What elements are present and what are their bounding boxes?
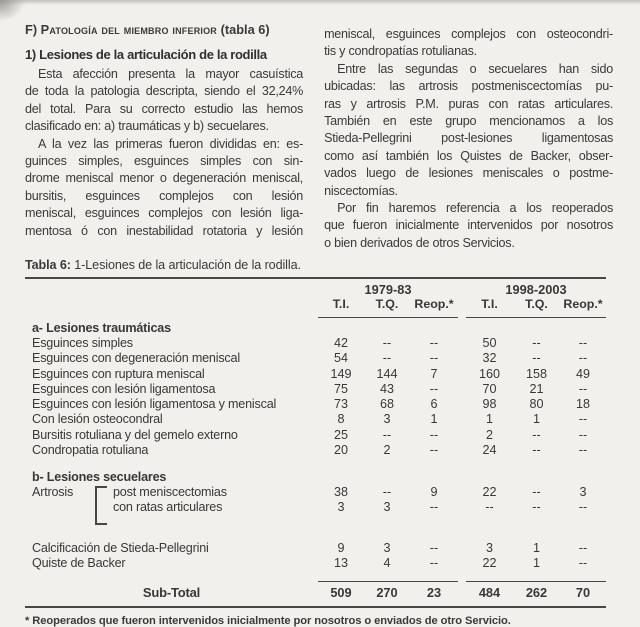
cell-line: 38 [333,484,348,499]
row-label: Esguinces con lesión ligamentosa y meniscal [32,397,277,412]
cell-value: 24 [482,442,497,457]
cell-value [560,485,606,525]
paragraph [324,200,613,252]
header-underline-group2 [466,312,606,318]
table-header-groups [25,279,606,297]
cell-value: 68 [379,397,394,412]
row-label: Quiste de Backer [32,556,126,571]
paragraph [324,61,613,200]
subtotal-row [25,582,606,605]
subtotal-value: 509 [330,585,352,601]
paragraph [25,136,303,240]
cell-value: 1 [485,412,493,427]
cell-value: -- [578,336,588,351]
section-title: b- Lesiones secuelares [32,469,167,484]
text-columns [25,14,613,252]
paragraph [25,66,303,136]
cell-value: 73 [333,397,348,412]
table-row [25,397,606,412]
bracket-shape [95,486,107,525]
left-text-column [25,14,303,252]
cell-value: -- [429,556,439,571]
text-line: meniscal, esguinces complejos con osteocondri- [324,27,613,41]
text-line: como así también los Quistes de Backer, obser- [324,148,613,163]
row-label: Condropatia rotuliana [32,442,149,457]
cell-value: 2 [383,442,391,457]
table-header-columns [25,297,606,312]
col-header-ti-2: T.I. [481,297,498,312]
text-line: niscectomías. [324,183,398,198]
cell-line: -- [382,484,392,499]
text-line: También en este grupo mencionamos a los [324,114,613,129]
row-label: Esguinces con ruptura meniscal [32,366,205,381]
text-line: Stieda-Pellegrini post-lesiones ligamentosas [324,131,613,146]
col-header-tq-1: T.Q. [375,297,399,312]
subtotal-value: 70 [575,585,591,601]
text-line: tis y condropatías rotulianas. [324,44,477,59]
cell-value: -- [429,540,439,555]
cell-value: 3 [485,540,493,555]
cell-value: -- [532,427,541,442]
cell-value: 9 [337,540,345,555]
column-gap [458,367,466,382]
cell-value: -- [532,351,541,366]
table-row [25,541,606,556]
column-gap [458,397,466,412]
cell-value: -- [429,336,439,351]
text-line: o bien derivados de otros Servicios. [324,235,515,250]
table-row [25,351,606,366]
cell-value: -- [429,351,439,366]
cell-value [364,485,410,525]
column-gap [458,351,466,366]
cell-value: -- [429,381,439,396]
column-gap [458,428,466,443]
table-bottom-rule [25,606,606,608]
cell-line: 3 [579,484,587,499]
table-section-row [25,469,606,485]
table-caption [25,258,606,272]
cell-value: 32 [482,351,497,366]
cell-value: -- [532,336,541,351]
paragraph [324,26,613,61]
text-line: de toda la patologia descripta, siendo el 32,24% [25,84,304,99]
row-label: Esguinces simples [32,336,133,351]
section-f-prefix: F) [25,22,41,37]
column-gap [458,297,466,312]
cell-line: -- [578,500,588,515]
column-gap [458,485,466,525]
column-gap [458,443,466,458]
subtotal-rules [25,576,606,582]
cell-value: -- [429,442,439,457]
table-row [25,443,606,458]
cell-value: 144 [376,366,398,381]
row-label: Con lesión osteocondral [32,412,163,427]
cell-value: -- [578,540,588,555]
text-line: del total. Para su correcto estudio las hemos [25,101,304,116]
cell-value: 75 [333,381,348,396]
table-caption-text: 1-Lesiones de la articulación de la rodilla. [70,258,301,273]
table-row [25,556,606,571]
cell-value: -- [578,556,588,571]
cell-value: 50 [482,336,497,351]
header-label-spacer [25,279,318,297]
cell-value: 20 [333,442,348,457]
cell-value: 21 [529,381,544,396]
cell-value: 7 [430,366,438,381]
table-footnote: * Reoperados que fueron intervenidos inicialmente por nosotros o enviados de otro Servicio. [25,614,511,627]
cell-value: 43 [379,381,394,396]
column-gap [458,556,466,571]
cell-line: 9 [430,484,438,499]
table-caption-label: Tabla 6: [25,258,71,273]
cell-line: -- [532,500,541,515]
row-label: Esguinces con lesión ligamentosa [32,381,216,396]
cell-line: -- [532,484,541,499]
column-gap [458,382,466,397]
cell-value: 1 [532,556,540,571]
col-header-ti-1: T.I. [332,297,350,312]
cell-value: -- [382,427,392,442]
cell-value: 1 [532,540,540,555]
section-f-suffix: (tabla 6) [217,22,270,37]
row-sublabel: post meniscectomias [113,484,227,499]
cell-value: 8 [337,412,345,427]
cell-value: -- [578,351,588,366]
cell-value: 1 [532,412,540,427]
row-label [25,485,318,525]
spacer [25,576,318,582]
cell-value: -- [578,412,588,427]
text-line: drome meniscal menor o degeneración meniscal, [25,171,304,186]
col-header-reop-1: Reop.* [414,297,454,312]
cell-value: 70 [482,381,497,396]
header-underline-group1 [318,312,458,318]
col-header-tq-2: T.Q. [525,297,548,312]
row-label: Calcificación de Stieda-Pellegrini [32,540,209,555]
text-line: Esta afección presenta la mayor casuística [38,67,304,81]
subtotal-overline-group1 [318,576,458,582]
subtotal-overline-group2 [466,576,606,582]
section-f-heading [25,22,303,37]
cell-value: 149 [330,366,352,381]
cell-value: -- [578,381,588,396]
column-gap [458,541,466,556]
table-row [25,412,606,427]
text-line: mentosa ó con inestabilidad rotatoria y lesión [25,223,304,238]
cell-value: 18 [575,397,590,412]
subtotal-value: 23 [426,585,442,601]
cell-value: 3 [383,540,391,555]
subtotal-value: 262 [525,585,548,601]
section-f-title: Patología del miembro inferior [40,22,218,37]
text-line: Por fin haremos referencia a los reoperados [337,201,613,216]
cell-value: 25 [333,427,348,442]
cell-value: -- [578,427,588,442]
cell-value: 160 [478,366,500,381]
cell-value: 6 [430,397,438,412]
period-header-1998-2003: 1998-2003 [505,282,567,298]
subtotal-value: 484 [478,585,501,601]
cell-value: 42 [333,336,348,351]
subtotal-value: 270 [376,585,398,601]
cell-value: 2 [485,427,493,442]
left-column-paragraphs [25,66,303,240]
text-line: guinces simples, esguinces simples con sin- [25,154,304,169]
column-gap [458,412,466,427]
cell-value: -- [532,442,541,457]
cell-line: 22 [482,484,497,499]
subtotal-label: Sub-Total [142,585,201,601]
bracket-group-label: Artrosis [32,484,74,499]
period-header-1979-83: 1979-83 [364,282,412,298]
column-gap [458,336,466,351]
text-line: Entre las segundas o secuelares han sido [337,61,613,76]
cell-value: 158 [525,366,547,381]
text-line: bursitis, esguinces complejos con lesión [25,188,304,203]
cell-value: 49 [575,366,590,381]
table-section-row [25,320,606,336]
row-label: Bursitis rotuliana y del gemelo externo [32,427,238,442]
table-row-bracket-pair [25,485,606,530]
cell-value [513,485,560,525]
cell-value: -- [578,442,588,457]
cell-value: 98 [482,397,497,412]
table-header-rules [25,312,606,318]
cell-value: -- [429,427,439,442]
cell-line: 3 [383,500,391,515]
cell-value [466,485,513,525]
cell-line: -- [429,500,439,515]
table-row [25,367,606,382]
table-row [25,336,606,351]
cell-value: -- [382,351,392,366]
section-title: a- Lesiones traumáticas [32,321,171,336]
table-row [25,428,606,443]
bracket-sublabels [113,485,227,515]
cell-value: 1 [430,412,438,427]
cell-value: 13 [333,556,348,571]
text-line: vados luego de lesiones meniscales o postme- [324,166,613,181]
table-spacer [25,530,606,541]
table-row [25,382,606,397]
text-line: A la vez las primeras fueron divididas en: es- [38,136,304,151]
section-gap [25,458,606,469]
cell-value: 80 [529,397,544,412]
cell-line: -- [485,500,494,515]
col-header-reop-2: Reop.* [563,297,603,312]
cell-value: 4 [383,556,391,571]
right-text-column [324,14,613,252]
text-line: meniscal, esguinces complejos con lesión liga- [25,206,304,221]
row-sublabel: con ratas articulares [113,500,223,515]
text-line: clasificado en: a) traumáticas y b) secuelares. [25,119,269,134]
header-label-spacer [25,297,318,312]
cell-value: -- [382,336,392,351]
row-label: Esguinces con degeneración meniscal [32,351,240,366]
right-column-paragraphs [324,26,613,252]
table-body [25,320,606,571]
text-line: ubicadas: las artrosis postmeniscectomías pu- [324,79,613,94]
cell-value [318,485,364,525]
text-line: que fueron inicialmente intervenidos por nosotros [324,218,613,233]
cell-value: 3 [383,412,391,427]
cell-value: 22 [482,556,497,571]
cell-value [410,485,458,525]
table-6 [25,258,606,626]
header-label-spacer [25,312,318,318]
cell-line: 3 [337,500,345,515]
text-line: ras y artrosis P.M. puras con ratas articulares. [324,96,613,111]
subsection-heading: 1) Lesiones de la articulación de la rodilla [25,47,267,62]
cell-value: 54 [333,351,348,366]
